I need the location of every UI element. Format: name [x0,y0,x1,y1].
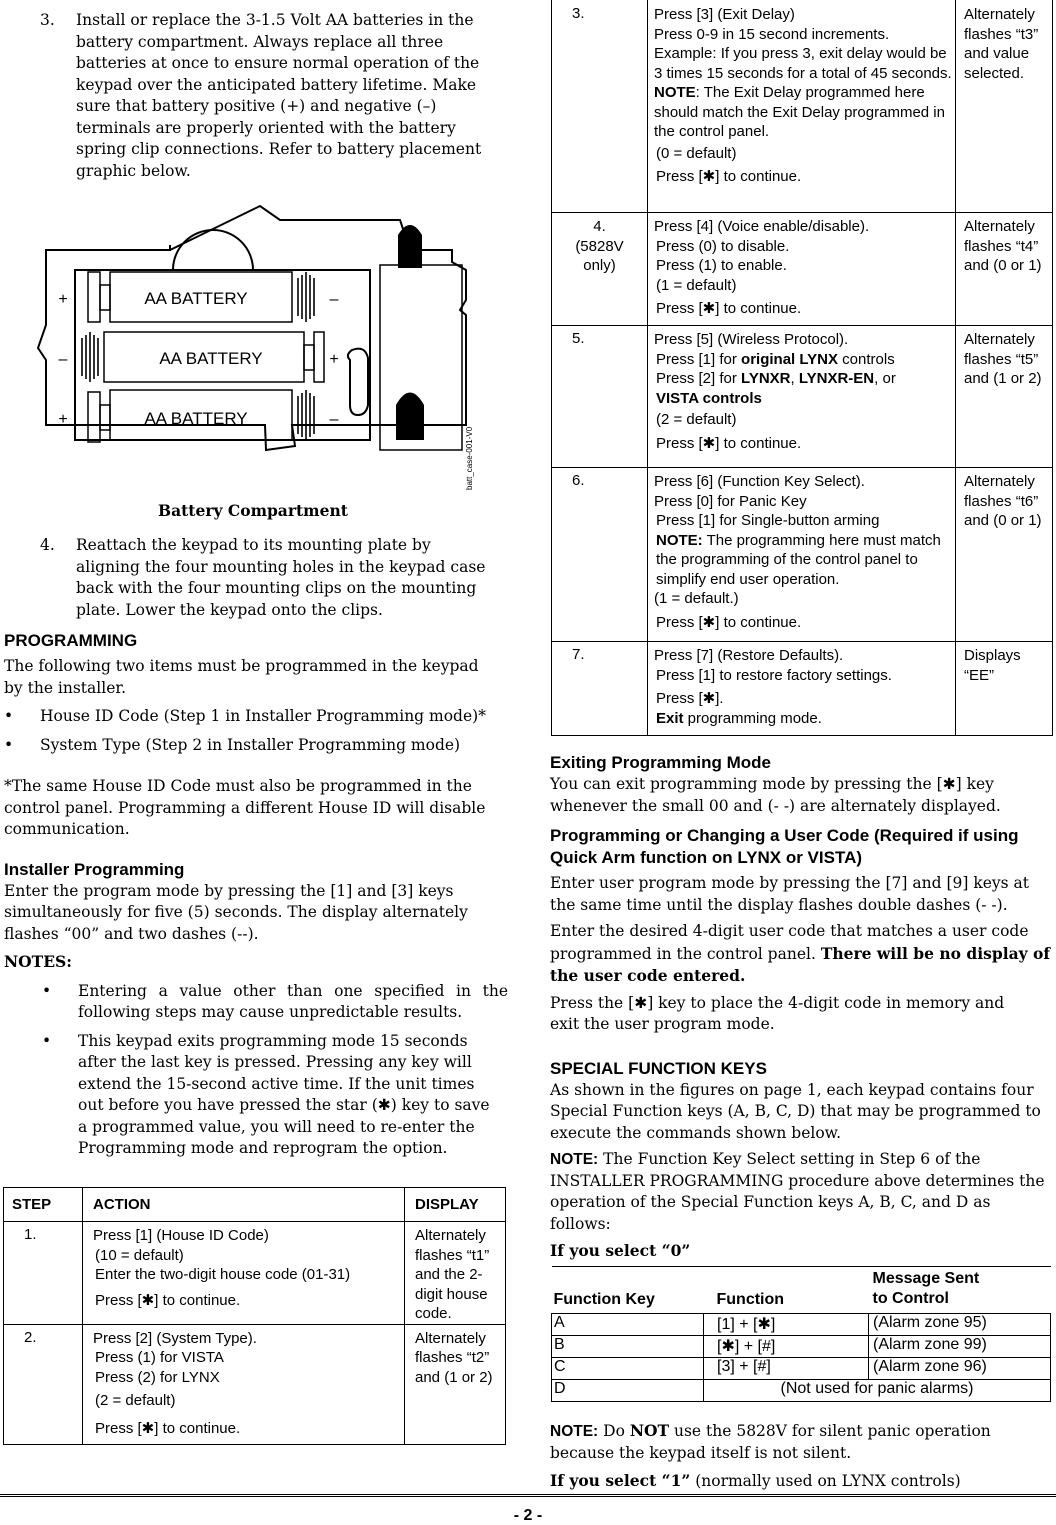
battery-compartment-figure [30,200,490,500]
usercode-heading: Programming or Changing a User Code (Required if using Quick Arm function on LYNX or VISTA) [550,826,1019,867]
table-row: B [✱] + [#] (Alarm zone 99) [552,1336,1051,1358]
special-note: NOTE: The Function Key Select setting in Step 6 of the INSTALLER PROGRAMMING procedure above determines the operation of the Special Function keys A, B, C, and D as follows: [550,1150,1045,1233]
step-4-number: 4. [40,536,55,554]
note-2 [4,1031,498,1160]
polarity-minus-1: – [329,291,339,308]
steps-table-left [3,1187,506,1445]
figure-caption: Battery Compartment [158,501,348,520]
polarity-plus-1: + [58,291,68,308]
battery-1-label: AA BATTERY [144,289,248,308]
table-row [552,468,1053,642]
if-select-0: If you select “0” [550,1241,691,1260]
installer-text: Enter the program mode by pressing the [1] and [3] keys simultaneously for five (5) seconds. The display alternately flashes “00” and two dashes (--). [4,881,468,943]
steps-table-right [551,0,1053,736]
left-column [4,10,508,182]
programming-intro: The following two items must be programmed in the keypad by the installer. [4,657,479,697]
row-step: 1. [4,1222,83,1325]
exiting-text: You can exit programming mode by pressing the [✱] key whenever the small 00 and (- -) are alternately displayed. [550,775,1001,815]
row-action: Press [4] (Voice enable/disable). Press (0) to disable. Press (1) to enable. (1 = default) Press [✱] to continue. [648,213,956,326]
fk-header-message: Message Sent to Control [869,1267,1051,1314]
figure-code: batt_case-001-V0 [465,426,474,490]
table-row [552,326,1053,468]
row-step: 7. [552,642,648,736]
step-4-item [4,535,486,621]
table-row: D (Not used for panic alarms) [552,1380,1051,1402]
row-display: Alternately flashes “t4” and (0 or 1) [956,213,1053,326]
bullet-icon: • [42,981,52,1000]
silent-note: NOTE: Do NOT use the 5828V for silent panic operation because the keypad itself is not silent. [550,1421,991,1462]
polarity-plus-2: + [329,351,339,368]
note-2-text: This keypad exits programming mode 15 seconds after the last key is pressed. Pressing any key will extend the 15-second active time. If the unit times out before you have pressed the star (✱) key to save a programmed value, you will need to re-enter the Programming mode and reprogram the option. [78,1031,490,1157]
row-step: 2. [4,1324,83,1444]
usercode-p2: Enter the desired 4-digit user code that matches a user code programmed in the control panel. There will be no display of the user code entered. [550,922,1051,985]
row-action: Press [5] (Wireless Protocol). Press [1] for original LYNX controls Press [2] for LYNXR, LYNXR-EN, or VISTA controls (2 = default) Press [✱] to continue. [648,326,956,468]
contact-top [398,225,422,268]
right-bottom [550,1420,1054,1493]
step-3-number: 3. [40,11,55,29]
row-step: 3. [552,0,648,213]
usercode-p3: Press the [✱] key to place the 4-digit code in memory and exit the user program mode. [550,993,1005,1033]
bullet-text: House ID Code (Step 1 in Installer Programming mode)* [40,707,486,725]
step-3-item [4,10,506,182]
row-display: Alternately flashes “t1” and the 2-digit house code. [405,1222,506,1325]
polarity-minus-2: – [58,351,68,368]
row-step: 5. [552,326,648,468]
row-step: 6. [552,468,648,642]
table-row [552,642,1053,736]
if-select-1: If you select “1” (normally used on LYNX controls) [550,1471,961,1490]
table-row [4,1222,506,1325]
spring-clip [348,349,368,415]
header-display: DISPLAY [405,1188,506,1222]
table-row [552,0,1053,213]
row-display: Alternately flashes “t2” and (1 or 2) [405,1324,506,1444]
bullet-icon: • [4,707,14,725]
footer-rule [0,1494,1056,1497]
bullet-icon: • [42,1031,52,1050]
row-display: Alternately flashes “t6” and (0 or 1) [956,468,1053,642]
header-action: ACTION [83,1188,405,1222]
programming-footnote: *The same House ID Code must also be programmed in the control panel. Programming a different House ID will disable communication. [4,777,486,838]
function-key-table [551,1266,1051,1402]
row-action: Press [6] (Function Key Select). Press [0] for Panic Key Press [1] for Single-button arming NOTE: The programming here must match the programming of the control panel to simplify end user operation. (1 = default.) Press [✱] to continue. [648,468,956,642]
left-lower [4,535,508,1160]
row-action: Press [3] (Exit Delay) Press 0-9 in 15 second increments. Example: If you press 3, exit delay would be 3 times 15 seconds for a total of 45 seconds. NOTE: The Exit Delay programmed here should match the Exit Delay programmed in the control panel. (0 = default) Press [✱] to continue. [648,0,956,213]
note-1 [4,981,508,1024]
step-4-text: Reattach the keypad to its mounting plate by aligning the four mounting holes in the keypad case back with the four mounting clips on the mounting plate. Lower the keypad onto the clips. [76,536,486,619]
housing-dome [173,230,253,270]
battery-2-label: AA BATTERY [159,349,263,368]
fk-header-function: Function [704,1267,869,1314]
step-3-text: Install or replace the 3-1.5 Volt AA batteries in the battery compartment. Always replace all three batteries at once to ensure normal operation of the keypad over the anticipated battery lifetime. Make sure that battery positive (+) and negative (–) terminals are properly oriented with the battery spring clip connections. Refer to battery placement graphic below. [76,11,482,180]
usercode-p1: Enter user program mode by pressing the [7] and [9] keys at the same time until the display flashes double dashes (- -). [550,874,1030,914]
bullet-icon: • [4,735,14,754]
exiting-heading: Exiting Programming Mode [550,753,772,772]
polarity-minus-3: – [329,411,339,428]
contact-bottom [396,393,424,441]
table-row [4,1324,506,1444]
table-row: C [3] + [#] (Alarm zone 96) [552,1358,1051,1380]
polarity-plus-3: + [58,411,68,428]
special-heading: SPECIAL FUNCTION KEYS [550,1058,767,1078]
table-row: A [1] + [✱] (Alarm zone 95) [552,1314,1051,1336]
programming-bullet-1 [4,706,508,728]
row-action: Press [2] (System Type). Press (1) for VISTA Press (2) for LYNX (2 = default) Press [✱] to continue. [83,1324,405,1444]
row-display: Alternately flashes “t5” and (1 or 2) [956,326,1053,468]
bullet-text: System Type (Step 2 in Installer Programming mode) [40,735,461,754]
table-row [552,213,1053,326]
installer-heading: Installer Programming [4,859,185,879]
row-action: Press [7] (Restore Defaults). Press [1] to restore factory settings. Press [✱]. Exit programming mode. [648,642,956,736]
row-action: Press [1] (House ID Code) (10 = default) Enter the two-digit house code (01-31) Press [✱] to continue. [83,1222,405,1325]
row-display: Displays “EE” [956,642,1053,736]
header-step: STEP [4,1188,83,1222]
programming-heading: PROGRAMMING [4,631,138,650]
programming-bullet-2 [4,735,508,757]
notes-label: NOTES: [4,952,72,971]
row-step: 4. (5828V only) [552,213,648,326]
fk-header-key: Function Key [552,1267,704,1314]
battery-3-label: AA BATTERY [144,409,248,428]
note-1-text: Entering a value other than one specified in the following steps may cause unpredictable results. [78,981,508,1021]
row-display: Alternately flashes “t3” and value selected. [956,0,1053,213]
special-p1: As shown in the figures on page 1, each keypad contains four Special Function keys (A, B, C, D) that may be programmed to execute the commands shown below. [550,1080,1041,1142]
right-lower [550,752,1054,1262]
page-number: - 2 - [513,1507,543,1524]
